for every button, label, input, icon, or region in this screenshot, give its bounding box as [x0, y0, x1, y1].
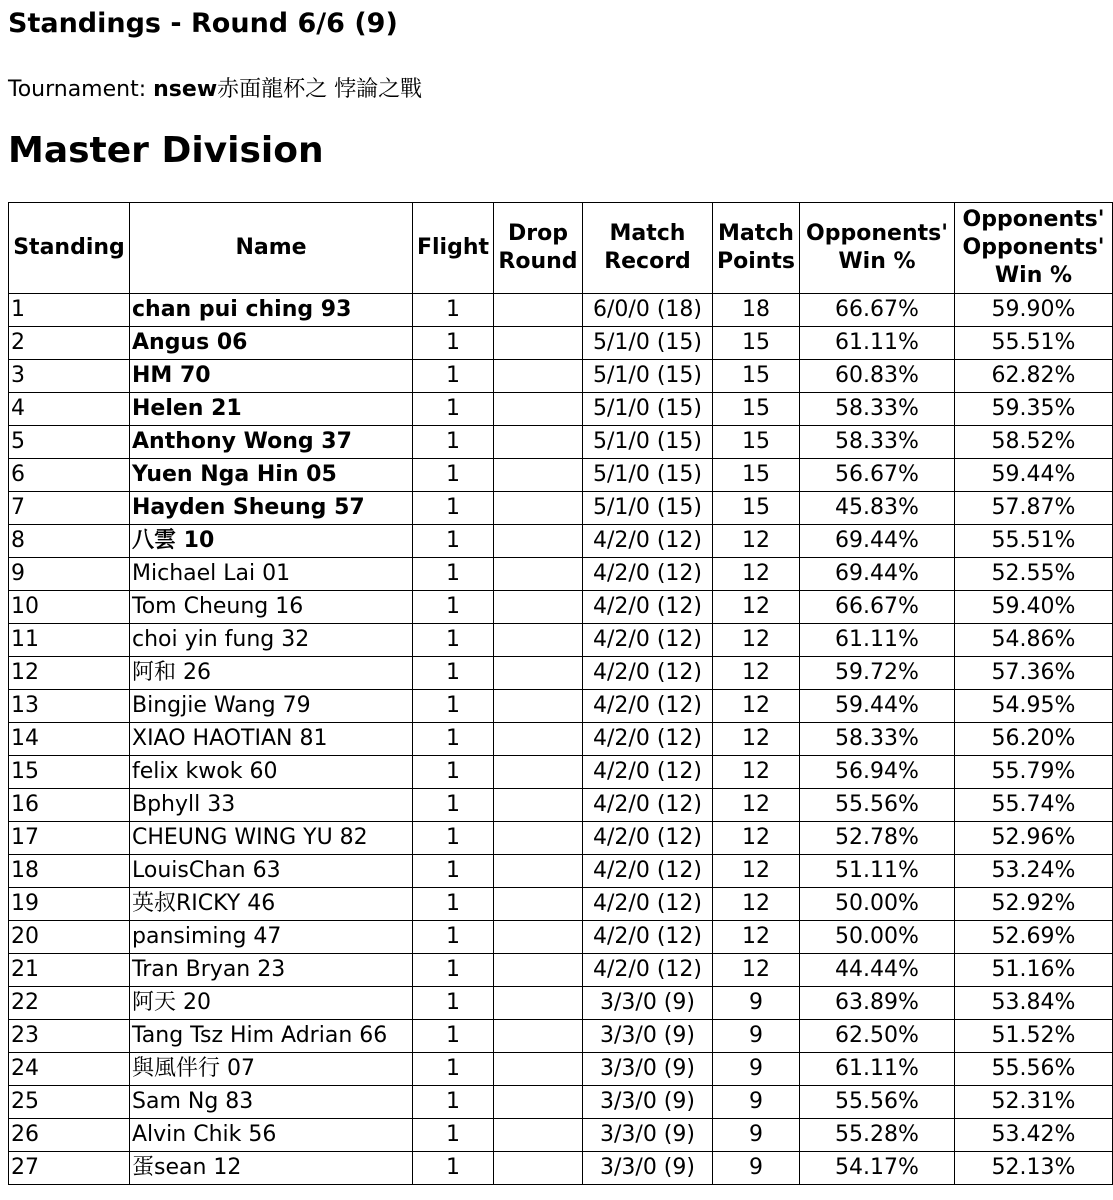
cell-drop-round	[494, 756, 583, 789]
cell-drop-round	[494, 1119, 583, 1152]
cell-flight: 1	[413, 624, 494, 657]
table-row	[9, 690, 1113, 723]
cell-match-record: 4/2/0 (12)	[583, 624, 713, 657]
cell-opponents-win-pct: 55.56%	[800, 789, 955, 822]
cell-drop-round	[494, 1152, 583, 1185]
cell-flight: 1	[413, 690, 494, 723]
cell-match-record: 3/3/0 (9)	[583, 1086, 713, 1119]
cell-flight: 1	[413, 591, 494, 624]
cell-opp-opp-win-pct: 62.82%	[955, 360, 1113, 393]
cell-player-name: Michael Lai 01	[130, 558, 413, 591]
cell-match-points: 9	[713, 1119, 800, 1152]
table-row	[9, 327, 1113, 360]
cell-opp-opp-win-pct: 59.90%	[955, 294, 1113, 327]
cell-drop-round	[494, 789, 583, 822]
cell-match-record: 4/2/0 (12)	[583, 954, 713, 987]
cell-standing: 9	[9, 558, 130, 591]
cell-drop-round	[494, 657, 583, 690]
cell-opponents-win-pct: 69.44%	[800, 558, 955, 591]
cell-opp-opp-win-pct: 52.13%	[955, 1152, 1113, 1185]
cell-flight: 1	[413, 327, 494, 360]
cell-match-points: 12	[713, 558, 800, 591]
cell-opponents-win-pct: 55.56%	[800, 1086, 955, 1119]
cell-flight: 1	[413, 954, 494, 987]
table-row	[9, 1152, 1113, 1185]
table-row	[9, 558, 1113, 591]
cell-match-record: 5/1/0 (15)	[583, 327, 713, 360]
cell-player-name: Tran Bryan 23	[130, 954, 413, 987]
cell-flight: 1	[413, 393, 494, 426]
cell-opponents-win-pct: 60.83%	[800, 360, 955, 393]
cell-standing: 14	[9, 723, 130, 756]
cell-standing: 24	[9, 1053, 130, 1086]
cell-opponents-win-pct: 52.78%	[800, 822, 955, 855]
cell-player-name: felix kwok 60	[130, 756, 413, 789]
cell-flight: 1	[413, 558, 494, 591]
cell-match-points: 12	[713, 822, 800, 855]
cell-drop-round	[494, 855, 583, 888]
cell-flight: 1	[413, 855, 494, 888]
cell-standing: 3	[9, 360, 130, 393]
header-drop-round: Drop Round	[494, 203, 583, 294]
cell-match-points: 12	[713, 624, 800, 657]
cell-standing: 20	[9, 921, 130, 954]
cell-opp-opp-win-pct: 55.51%	[955, 525, 1113, 558]
cell-player-name: Hayden Sheung 57	[130, 492, 413, 525]
cell-player-name: Alvin Chik 56	[130, 1119, 413, 1152]
cell-opp-opp-win-pct: 51.16%	[955, 954, 1113, 987]
cell-flight: 1	[413, 1020, 494, 1053]
cell-standing: 27	[9, 1152, 130, 1185]
cell-drop-round	[494, 987, 583, 1020]
cell-standing: 17	[9, 822, 130, 855]
cell-standing: 12	[9, 657, 130, 690]
table-header-row	[9, 203, 1113, 294]
cell-match-record: 5/1/0 (15)	[583, 426, 713, 459]
table-row	[9, 426, 1113, 459]
cell-opp-opp-win-pct: 55.74%	[955, 789, 1113, 822]
cell-opp-opp-win-pct: 57.87%	[955, 492, 1113, 525]
cell-match-record: 3/3/0 (9)	[583, 987, 713, 1020]
table-row	[9, 855, 1113, 888]
cell-opponents-win-pct: 61.11%	[800, 624, 955, 657]
table-row	[9, 459, 1113, 492]
cell-drop-round	[494, 360, 583, 393]
cell-match-points: 12	[713, 525, 800, 558]
cell-opp-opp-win-pct: 56.20%	[955, 723, 1113, 756]
table-row	[9, 360, 1113, 393]
header-opponents-win-pct: Opponents' Win %	[800, 203, 955, 294]
cell-match-record: 5/1/0 (15)	[583, 360, 713, 393]
cell-opp-opp-win-pct: 52.92%	[955, 888, 1113, 921]
table-row	[9, 657, 1113, 690]
cell-flight: 1	[413, 492, 494, 525]
cell-match-record: 4/2/0 (12)	[583, 558, 713, 591]
cell-player-name: Sam Ng 83	[130, 1086, 413, 1119]
cell-opp-opp-win-pct: 52.96%	[955, 822, 1113, 855]
tournament-line	[8, 72, 422, 103]
cell-flight: 1	[413, 525, 494, 558]
cell-opp-opp-win-pct: 52.55%	[955, 558, 1113, 591]
cell-flight: 1	[413, 723, 494, 756]
table-row	[9, 888, 1113, 921]
cell-drop-round	[494, 690, 583, 723]
cell-flight: 1	[413, 360, 494, 393]
cell-opponents-win-pct: 59.72%	[800, 657, 955, 690]
cell-standing: 8	[9, 525, 130, 558]
cell-standing: 22	[9, 987, 130, 1020]
cell-match-record: 4/2/0 (12)	[583, 690, 713, 723]
cell-match-record: 4/2/0 (12)	[583, 525, 713, 558]
cell-flight: 1	[413, 756, 494, 789]
table-row	[9, 756, 1113, 789]
cell-match-record: 4/2/0 (12)	[583, 789, 713, 822]
cell-match-record: 4/2/0 (12)	[583, 921, 713, 954]
header-match-record: Match Record	[583, 203, 713, 294]
cell-match-record: 5/1/0 (15)	[583, 393, 713, 426]
cell-match-record: 4/2/0 (12)	[583, 855, 713, 888]
table-row	[9, 525, 1113, 558]
cell-standing: 23	[9, 1020, 130, 1053]
cell-opponents-win-pct: 58.33%	[800, 723, 955, 756]
cell-match-record: 5/1/0 (15)	[583, 492, 713, 525]
cell-opponents-win-pct: 50.00%	[800, 888, 955, 921]
table-row	[9, 1053, 1113, 1086]
cell-drop-round	[494, 294, 583, 327]
cell-opponents-win-pct: 66.67%	[800, 591, 955, 624]
cell-drop-round	[494, 822, 583, 855]
page-title: Standings - Round 6/6 (9)	[8, 8, 398, 39]
cell-flight: 1	[413, 459, 494, 492]
cell-flight: 1	[413, 822, 494, 855]
cell-match-record: 4/2/0 (12)	[583, 591, 713, 624]
cell-standing: 16	[9, 789, 130, 822]
cell-drop-round	[494, 1053, 583, 1086]
cell-opp-opp-win-pct: 54.95%	[955, 690, 1113, 723]
cell-flight: 1	[413, 1053, 494, 1086]
cell-opponents-win-pct: 63.89%	[800, 987, 955, 1020]
cell-drop-round	[494, 426, 583, 459]
cell-match-record: 6/0/0 (18)	[583, 294, 713, 327]
cell-standing: 2	[9, 327, 130, 360]
cell-opp-opp-win-pct: 52.69%	[955, 921, 1113, 954]
cell-opp-opp-win-pct: 59.44%	[955, 459, 1113, 492]
cell-drop-round	[494, 1020, 583, 1053]
cell-drop-round	[494, 624, 583, 657]
table-row	[9, 591, 1113, 624]
cell-opp-opp-win-pct: 53.84%	[955, 987, 1113, 1020]
table-row	[9, 1086, 1113, 1119]
cell-opp-opp-win-pct: 54.86%	[955, 624, 1113, 657]
cell-match-record: 3/3/0 (9)	[583, 1119, 713, 1152]
cell-drop-round	[494, 558, 583, 591]
cell-match-points: 12	[713, 657, 800, 690]
cell-player-name: 阿天 20	[130, 987, 413, 1020]
table-row	[9, 294, 1113, 327]
cell-flight: 1	[413, 657, 494, 690]
cell-opp-opp-win-pct: 55.79%	[955, 756, 1113, 789]
cell-match-points: 9	[713, 1020, 800, 1053]
cell-standing: 15	[9, 756, 130, 789]
cell-player-name: 與風伴行 07	[130, 1053, 413, 1086]
cell-opponents-win-pct: 58.33%	[800, 426, 955, 459]
cell-player-name: 阿和 26	[130, 657, 413, 690]
cell-player-name: Tom Cheung 16	[130, 591, 413, 624]
tournament-label: Tournament:	[8, 77, 147, 102]
cell-standing: 18	[9, 855, 130, 888]
cell-standing: 21	[9, 954, 130, 987]
table-row	[9, 624, 1113, 657]
cell-match-points: 9	[713, 1152, 800, 1185]
cell-opponents-win-pct: 45.83%	[800, 492, 955, 525]
cell-match-points: 12	[713, 723, 800, 756]
cell-standing: 1	[9, 294, 130, 327]
cell-player-name: Anthony Wong 37	[130, 426, 413, 459]
cell-drop-round	[494, 888, 583, 921]
cell-drop-round	[494, 459, 583, 492]
cell-match-points: 15	[713, 393, 800, 426]
cell-flight: 1	[413, 294, 494, 327]
cell-standing: 13	[9, 690, 130, 723]
cell-player-name: Yuen Nga Hin 05	[130, 459, 413, 492]
cell-drop-round	[494, 591, 583, 624]
cell-match-record: 3/3/0 (9)	[583, 1020, 713, 1053]
cell-match-record: 3/3/0 (9)	[583, 1053, 713, 1086]
cell-drop-round	[494, 921, 583, 954]
cell-match-points: 15	[713, 492, 800, 525]
cell-match-points: 12	[713, 756, 800, 789]
cell-match-record: 4/2/0 (12)	[583, 888, 713, 921]
cell-match-record: 4/2/0 (12)	[583, 756, 713, 789]
cell-player-name: chan pui ching 93	[130, 294, 413, 327]
cell-opponents-win-pct: 61.11%	[800, 327, 955, 360]
cell-match-points: 9	[713, 1053, 800, 1086]
standings-body	[9, 294, 1113, 1185]
cell-opp-opp-win-pct: 59.40%	[955, 591, 1113, 624]
cell-opponents-win-pct: 59.44%	[800, 690, 955, 723]
cell-opp-opp-win-pct: 57.36%	[955, 657, 1113, 690]
table-row	[9, 492, 1113, 525]
cell-opp-opp-win-pct: 59.35%	[955, 393, 1113, 426]
cell-player-name: 八雲 10	[130, 525, 413, 558]
cell-opponents-win-pct: 66.67%	[800, 294, 955, 327]
cell-opponents-win-pct: 50.00%	[800, 921, 955, 954]
cell-flight: 1	[413, 1086, 494, 1119]
cell-match-record: 5/1/0 (15)	[583, 459, 713, 492]
cell-player-name: pansiming 47	[130, 921, 413, 954]
cell-opp-opp-win-pct: 55.51%	[955, 327, 1113, 360]
cell-player-name: Helen 21	[130, 393, 413, 426]
cell-opp-opp-win-pct: 52.31%	[955, 1086, 1113, 1119]
cell-opponents-win-pct: 61.11%	[800, 1053, 955, 1086]
header-match-points: Match Points	[713, 203, 800, 294]
cell-standing: 10	[9, 591, 130, 624]
cell-standing: 4	[9, 393, 130, 426]
cell-player-name: LouisChan 63	[130, 855, 413, 888]
cell-opponents-win-pct: 58.33%	[800, 393, 955, 426]
cell-match-record: 4/2/0 (12)	[583, 723, 713, 756]
cell-match-points: 9	[713, 1086, 800, 1119]
cell-match-points: 15	[713, 360, 800, 393]
cell-drop-round	[494, 1086, 583, 1119]
cell-standing: 11	[9, 624, 130, 657]
table-row	[9, 822, 1113, 855]
cell-match-points: 12	[713, 921, 800, 954]
cell-opponents-win-pct: 56.67%	[800, 459, 955, 492]
cell-drop-round	[494, 954, 583, 987]
cell-opponents-win-pct: 51.11%	[800, 855, 955, 888]
cell-match-points: 12	[713, 888, 800, 921]
cell-player-name: Angus 06	[130, 327, 413, 360]
cell-drop-round	[494, 525, 583, 558]
cell-opp-opp-win-pct: 58.52%	[955, 426, 1113, 459]
cell-match-points: 12	[713, 591, 800, 624]
cell-opp-opp-win-pct: 51.52%	[955, 1020, 1113, 1053]
table-row	[9, 954, 1113, 987]
cell-match-points: 15	[713, 426, 800, 459]
table-row	[9, 1020, 1113, 1053]
cell-flight: 1	[413, 921, 494, 954]
cell-match-record: 4/2/0 (12)	[583, 657, 713, 690]
cell-opponents-win-pct: 62.50%	[800, 1020, 955, 1053]
header-name: Name	[130, 203, 413, 294]
header-opp-opp-win-pct: Opponents' Opponents' Win %	[955, 203, 1113, 294]
cell-standing: 19	[9, 888, 130, 921]
cell-player-name: 蛋sean 12	[130, 1152, 413, 1185]
cell-standing: 25	[9, 1086, 130, 1119]
cell-match-record: 3/3/0 (9)	[583, 1152, 713, 1185]
cell-player-name: XIAO HAOTIAN 81	[130, 723, 413, 756]
division-heading: Master Division	[8, 130, 324, 171]
tournament-name-suffix: 赤面龍杯之 悖論之戰	[217, 77, 423, 102]
cell-player-name: Bingjie Wang 79	[130, 690, 413, 723]
standings-table	[8, 202, 1113, 1185]
cell-player-name: Tang Tsz Him Adrian 66	[130, 1020, 413, 1053]
cell-player-name: HM 70	[130, 360, 413, 393]
cell-standing: 26	[9, 1119, 130, 1152]
cell-match-points: 12	[713, 690, 800, 723]
cell-drop-round	[494, 492, 583, 525]
cell-match-points: 12	[713, 789, 800, 822]
cell-opp-opp-win-pct: 55.56%	[955, 1053, 1113, 1086]
cell-match-points: 9	[713, 987, 800, 1020]
cell-opponents-win-pct: 54.17%	[800, 1152, 955, 1185]
cell-match-points: 15	[713, 459, 800, 492]
cell-flight: 1	[413, 987, 494, 1020]
table-row	[9, 393, 1113, 426]
cell-opponents-win-pct: 55.28%	[800, 1119, 955, 1152]
cell-opp-opp-win-pct: 53.24%	[955, 855, 1113, 888]
cell-flight: 1	[413, 888, 494, 921]
cell-player-name: choi yin fung 32	[130, 624, 413, 657]
cell-standing: 6	[9, 459, 130, 492]
table-row	[9, 1119, 1113, 1152]
cell-drop-round	[494, 393, 583, 426]
cell-drop-round	[494, 327, 583, 360]
cell-player-name: Bphyll 33	[130, 789, 413, 822]
cell-flight: 1	[413, 1152, 494, 1185]
cell-opp-opp-win-pct: 53.42%	[955, 1119, 1113, 1152]
header-standing: Standing	[9, 203, 130, 294]
cell-flight: 1	[413, 1119, 494, 1152]
cell-opponents-win-pct: 56.94%	[800, 756, 955, 789]
cell-match-points: 18	[713, 294, 800, 327]
cell-match-points: 12	[713, 855, 800, 888]
cell-match-points: 15	[713, 327, 800, 360]
cell-flight: 1	[413, 789, 494, 822]
table-row	[9, 723, 1113, 756]
cell-drop-round	[494, 723, 583, 756]
cell-standing: 7	[9, 492, 130, 525]
cell-player-name: 英叔RICKY 46	[130, 888, 413, 921]
table-row	[9, 987, 1113, 1020]
cell-standing: 5	[9, 426, 130, 459]
table-row	[9, 921, 1113, 954]
cell-opponents-win-pct: 69.44%	[800, 525, 955, 558]
header-flight: Flight	[413, 203, 494, 294]
cell-flight: 1	[413, 426, 494, 459]
cell-match-record: 4/2/0 (12)	[583, 822, 713, 855]
tournament-name: nsew	[153, 77, 218, 102]
cell-player-name: CHEUNG WING YU 82	[130, 822, 413, 855]
cell-opponents-win-pct: 44.44%	[800, 954, 955, 987]
cell-match-points: 12	[713, 954, 800, 987]
table-row	[9, 789, 1113, 822]
